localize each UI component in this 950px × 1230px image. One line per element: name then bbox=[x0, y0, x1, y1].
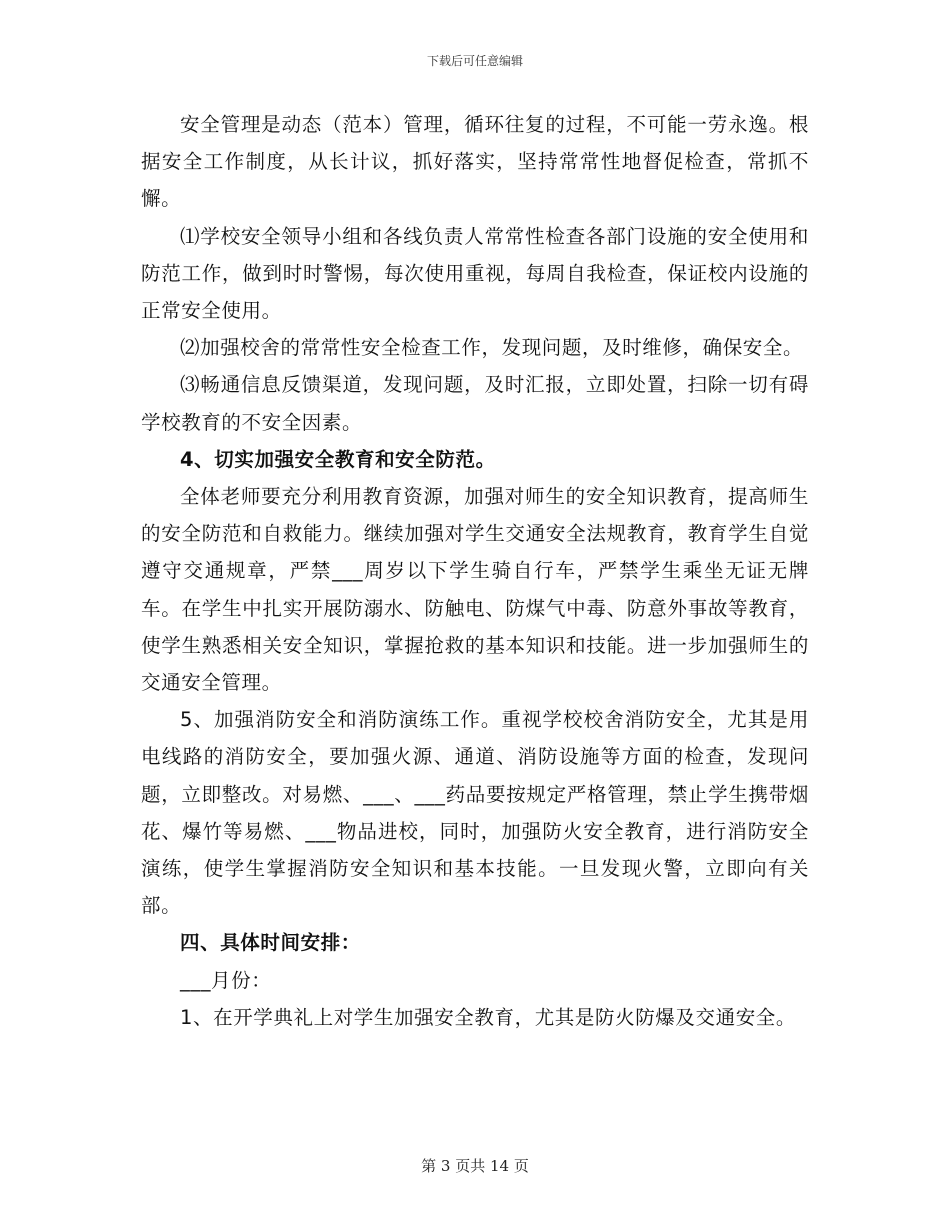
paragraph-item-1: ⑴学校安全领导小组和各线负责人常常性检查各部门设施的安全使用和防范工作，做到时时警惕，每次使用重视，每周自我检查，保证校内设施的正常安全使用。 bbox=[141, 224, 809, 323]
section-heading-4: 4、切实加强安全教育和安全防范。 bbox=[180, 447, 496, 471]
page-header: 下载后可任意编辑 bbox=[426, 54, 523, 68]
paragraph-safety-education: 全体老师要充分利用教育资源，加强对师生的安全知识教育，提高师生的安全防范和自救能力。继续加强对学生交通安全法规教育，教育学生自觉遵守交通规章，严禁___周岁以下学生骑自行车，严禁学生乘坐无证无牌车。在学生中扎实开展防溺水、防触电、防煤气中毒、防意外事故等教育，使学生熟悉相关安全知识，掌握抢救的基本知识和技能。进一步加强师生的交通安全管理。 bbox=[141, 485, 809, 695]
paragraph-month: ___月份： bbox=[180, 968, 272, 992]
paragraph-safety-management: 安全管理是动态（范本）管理，循环往复的过程，不可能一劳永逸。根据安全工作制度，从长计议，抓好落实，坚持常常性地督促检查，常抓不懈。 bbox=[141, 113, 809, 211]
paragraph-item-3: ⑶畅通信息反馈渠道，发现问题，及时汇报，立即处置，扫除一切有碍学校教育的不安全因素。 bbox=[141, 373, 809, 434]
paragraph-fire-safety: 5、加强消防安全和消防演练工作。重视学校校舍消防安全，尤其是用电线路的消防安全，要加强火源、通道、消防设施等方面的检查，发现问题，立即整改。对易燃、___、___药品要按规定严格管理，禁止学生携带烟花、爆竹等易燃、___物品进校，同时，加强防火安全教育，进行消防安全演练，使学生掌握消防安全知识和基本技能。一旦发现火警，立即向有关部。 bbox=[141, 708, 809, 918]
paragraph-item-2: ⑵加强校舍的常常性安全检查工作，发现问题，及时维修，确保安全。 bbox=[180, 336, 804, 360]
document-body bbox=[141, 106, 809, 1036]
section-heading-schedule: 四、具体时间安排： bbox=[180, 931, 361, 955]
paragraph-schedule-item-1: 1、在开学典礼上对学生加强安全教育，尤其是防火防爆及交通安全。 bbox=[180, 1005, 797, 1029]
page-footer: 第 3 页共 14 页 bbox=[421, 1157, 529, 1175]
